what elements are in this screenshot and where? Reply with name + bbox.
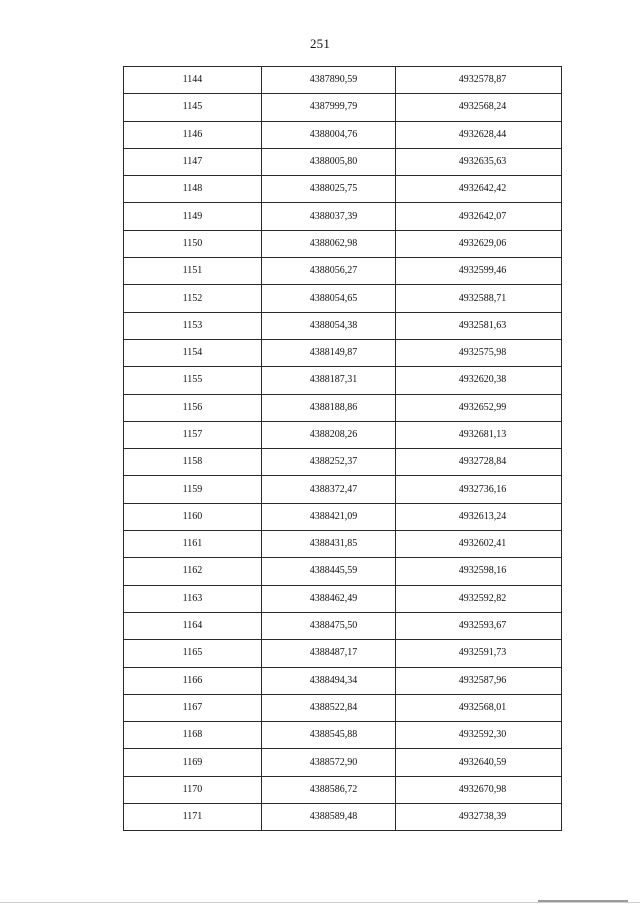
table-row	[124, 503, 562, 530]
y-coordinate-cell: 4932568,24	[396, 94, 562, 121]
point-number-cell: 1149	[124, 203, 262, 230]
table-row	[124, 367, 562, 394]
x-coordinate-cell: 4388252,37	[262, 449, 396, 476]
x-coordinate-cell: 4388025,75	[262, 176, 396, 203]
x-coordinate-cell: 4387890,59	[262, 67, 396, 94]
table-row	[124, 585, 562, 612]
table-row	[124, 449, 562, 476]
point-number-cell: 1147	[124, 148, 262, 175]
y-coordinate-cell: 4932598,16	[396, 558, 562, 585]
x-coordinate-cell: 4388572,90	[262, 749, 396, 776]
y-coordinate-cell: 4932728,84	[396, 449, 562, 476]
y-coordinate-cell: 4932578,87	[396, 67, 562, 94]
x-coordinate-cell: 4388522,84	[262, 694, 396, 721]
point-number-cell: 1163	[124, 585, 262, 612]
table-row	[124, 804, 562, 831]
x-coordinate-cell: 4388054,65	[262, 285, 396, 312]
x-coordinate-cell: 4388062,98	[262, 230, 396, 257]
y-coordinate-cell: 4932681,13	[396, 421, 562, 448]
x-coordinate-cell: 4388372,47	[262, 476, 396, 503]
point-number-cell: 1146	[124, 121, 262, 148]
table-row	[124, 612, 562, 639]
y-coordinate-cell: 4932652,99	[396, 394, 562, 421]
y-coordinate-cell: 4932592,30	[396, 722, 562, 749]
point-number-cell: 1162	[124, 558, 262, 585]
x-coordinate-cell: 4388487,17	[262, 640, 396, 667]
point-number-cell: 1167	[124, 694, 262, 721]
y-coordinate-cell: 4932629,06	[396, 230, 562, 257]
x-coordinate-cell: 4388462,49	[262, 585, 396, 612]
point-number-cell: 1160	[124, 503, 262, 530]
y-coordinate-cell: 4932736,16	[396, 476, 562, 503]
table-row	[124, 749, 562, 776]
y-coordinate-cell: 4932670,98	[396, 776, 562, 803]
x-coordinate-cell: 4388445,59	[262, 558, 396, 585]
y-coordinate-cell: 4932642,42	[396, 176, 562, 203]
y-coordinate-cell: 4932587,96	[396, 667, 562, 694]
table-row	[124, 558, 562, 585]
y-coordinate-cell: 4932568,01	[396, 694, 562, 721]
table-row	[124, 339, 562, 366]
table-row	[124, 531, 562, 558]
x-coordinate-cell: 4388586,72	[262, 776, 396, 803]
point-number-cell: 1154	[124, 339, 262, 366]
point-number-cell: 1169	[124, 749, 262, 776]
x-coordinate-cell: 4388037,39	[262, 203, 396, 230]
page-number: 251	[309, 36, 331, 51]
x-coordinate-cell: 4388005,80	[262, 148, 396, 175]
table-row	[124, 176, 562, 203]
y-coordinate-cell: 4932593,67	[396, 612, 562, 639]
table-row	[124, 203, 562, 230]
table-row	[124, 94, 562, 121]
y-coordinate-cell: 4932602,41	[396, 531, 562, 558]
point-number-cell: 1153	[124, 312, 262, 339]
point-number-cell: 1152	[124, 285, 262, 312]
x-coordinate-cell: 4388494,34	[262, 667, 396, 694]
y-coordinate-cell: 4932592,82	[396, 585, 562, 612]
x-coordinate-cell: 4388188,86	[262, 394, 396, 421]
x-coordinate-cell: 4388054,38	[262, 312, 396, 339]
x-coordinate-cell: 4388149,87	[262, 339, 396, 366]
x-coordinate-cell: 4388004,76	[262, 121, 396, 148]
point-number-cell: 1159	[124, 476, 262, 503]
table-row	[124, 694, 562, 721]
table-row	[124, 776, 562, 803]
x-coordinate-cell: 4388431,85	[262, 531, 396, 558]
point-number-cell: 1156	[124, 394, 262, 421]
point-number-cell: 1161	[124, 531, 262, 558]
y-coordinate-cell: 4932620,38	[396, 367, 562, 394]
table-row	[124, 476, 562, 503]
point-number-cell: 1170	[124, 776, 262, 803]
point-number-cell: 1151	[124, 258, 262, 285]
point-number-cell: 1157	[124, 421, 262, 448]
y-coordinate-cell: 4932635,63	[396, 148, 562, 175]
table-row	[124, 667, 562, 694]
x-coordinate-cell: 4388187,31	[262, 367, 396, 394]
table-row	[124, 121, 562, 148]
table-row	[124, 285, 562, 312]
point-number-cell: 1158	[124, 449, 262, 476]
table-row	[124, 258, 562, 285]
page-bottom-edge	[0, 902, 640, 903]
point-number-cell: 1165	[124, 640, 262, 667]
y-coordinate-cell: 4932640,59	[396, 749, 562, 776]
y-coordinate-cell: 4932613,24	[396, 503, 562, 530]
y-coordinate-cell: 4932628,44	[396, 121, 562, 148]
point-number-cell: 1171	[124, 804, 262, 831]
x-coordinate-cell: 4388208,26	[262, 421, 396, 448]
point-number-cell: 1164	[124, 612, 262, 639]
point-number-cell: 1155	[124, 367, 262, 394]
page-corner-mark	[538, 900, 628, 902]
table-row	[124, 394, 562, 421]
y-coordinate-cell: 4932599,46	[396, 258, 562, 285]
point-number-cell: 1145	[124, 94, 262, 121]
x-coordinate-cell: 4388056,27	[262, 258, 396, 285]
y-coordinate-cell: 4932588,71	[396, 285, 562, 312]
table-row	[124, 230, 562, 257]
table-row	[124, 421, 562, 448]
x-coordinate-cell: 4387999,79	[262, 94, 396, 121]
y-coordinate-cell: 4932642,07	[396, 203, 562, 230]
coordinates-table	[123, 66, 562, 831]
point-number-cell: 1168	[124, 722, 262, 749]
x-coordinate-cell: 4388545,88	[262, 722, 396, 749]
table-row	[124, 722, 562, 749]
table-row	[124, 640, 562, 667]
x-coordinate-cell: 4388589,48	[262, 804, 396, 831]
y-coordinate-cell: 4932591,73	[396, 640, 562, 667]
table-row	[124, 67, 562, 94]
coordinates-table-body	[124, 67, 562, 831]
x-coordinate-cell: 4388421,09	[262, 503, 396, 530]
x-coordinate-cell: 4388475,50	[262, 612, 396, 639]
point-number-cell: 1148	[124, 176, 262, 203]
point-number-cell: 1144	[124, 67, 262, 94]
point-number-cell: 1166	[124, 667, 262, 694]
table-row	[124, 148, 562, 175]
y-coordinate-cell: 4932581,63	[396, 312, 562, 339]
table-row	[124, 312, 562, 339]
y-coordinate-cell: 4932738,39	[396, 804, 562, 831]
point-number-cell: 1150	[124, 230, 262, 257]
y-coordinate-cell: 4932575,98	[396, 339, 562, 366]
